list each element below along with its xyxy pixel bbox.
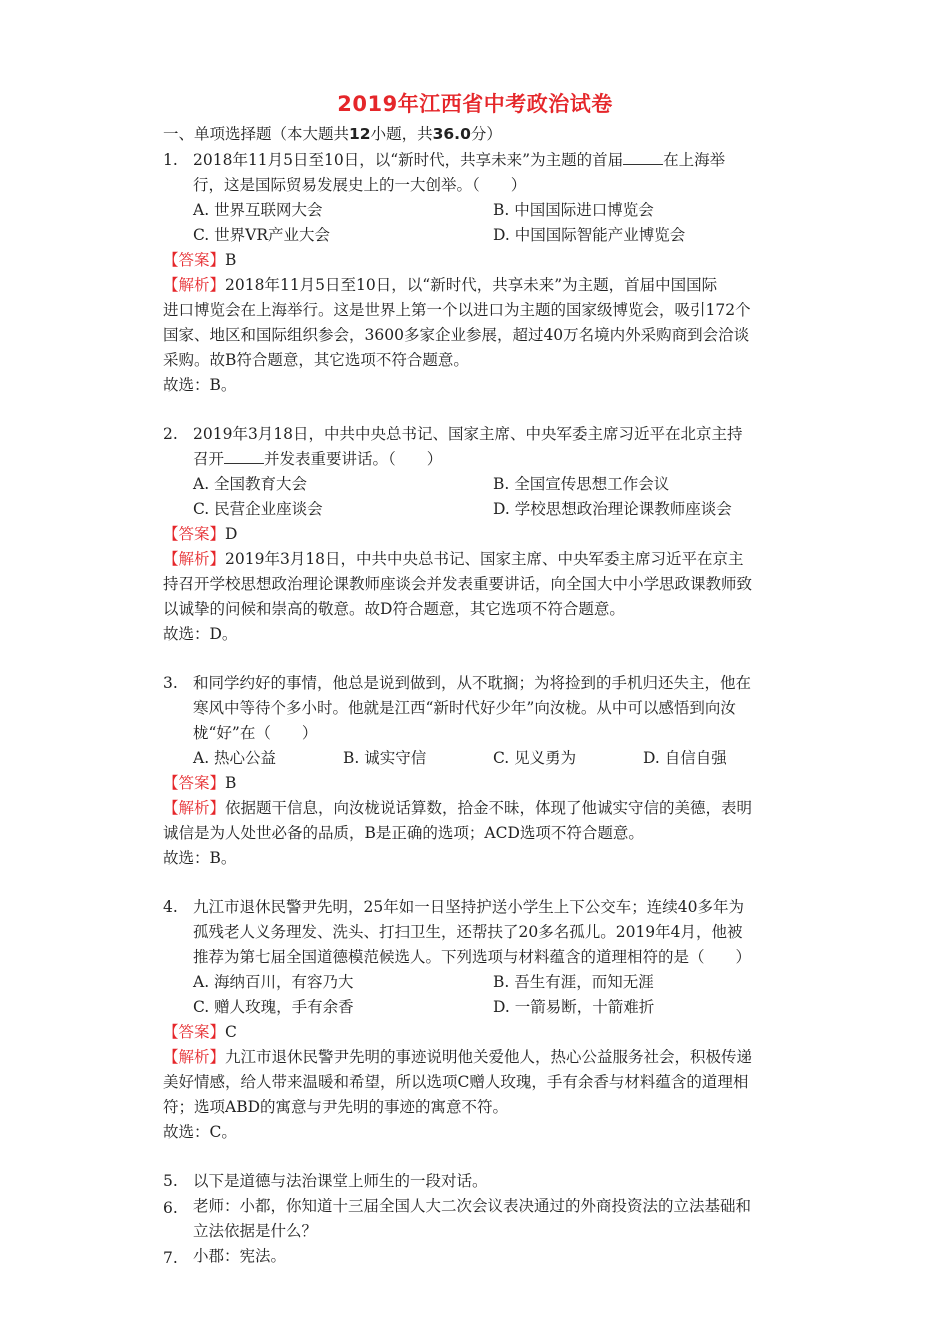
option-a: A. 全国教育大会	[193, 475, 308, 493]
option-c: C. 民营企业座谈会	[193, 500, 323, 518]
choose-line: 故选：B。	[163, 849, 237, 867]
question-number: 1.	[163, 151, 178, 169]
answer-line	[163, 248, 236, 272]
question-stem-line: 立法依据是什么？	[193, 1222, 318, 1240]
analysis-tag: 【解析】	[163, 799, 226, 817]
analysis-text: 九江市退休民警尹先明的事迹说明他关爱他人，热心公益服务社会，积极传递	[225, 1048, 753, 1066]
answer-value: C	[225, 1023, 237, 1041]
option-b: B. 中国国际进口博览会	[493, 201, 654, 219]
stem-text: 召开	[193, 450, 225, 468]
question-stem-line: 栊“好”在（ ）	[193, 724, 318, 742]
analysis-line: 进口博览会在上海举行。这是世界上第一个以进口为主题的国家级博览会，吸引172个	[163, 301, 751, 319]
question-stem-line: 寒风中等待个多小时。他就是江西“新时代好少年”向汝栊。从中可以感悟到向汝	[193, 699, 736, 717]
answer-tag: 【答案】	[163, 774, 226, 792]
option-d: D. 一箭易断，十箭难折	[493, 998, 655, 1016]
section-score: 36.0	[432, 125, 471, 143]
question-number: 5.	[163, 1172, 178, 1190]
question-stem-line: 孤残老人义务理发、洗头、打扫卫生，还帮扶了20多名孤儿。2019年4月，他被	[193, 923, 743, 941]
analysis-line: 美好情感，给人带来温暖和希望，所以选项C赠人玫瑰，手有余香与材料蕴含的道理相	[163, 1073, 749, 1091]
analysis-line: 符；选项ABD的寓意与尹先明的事迹的寓意不符。	[163, 1098, 509, 1116]
analysis-line: 以诚挚的问候和崇高的敬意。故D符合题意，其它选项不符合题意。	[163, 600, 625, 618]
answer-tag: 【答案】	[163, 1023, 226, 1041]
analysis-line: 国家、地区和国际组织参会，3600多家企业参展，超过40万名境内外采购商到会洽谈	[163, 326, 750, 344]
analysis-text: 2019年3月18日，中共中央总书记、国家主席、中央军委主席习近平在京主	[225, 550, 744, 568]
analysis-tag: 【解析】	[163, 276, 226, 294]
option-c: C. 赠人玫瑰，手有余香	[193, 998, 354, 1016]
fill-blank	[224, 449, 264, 464]
section-text-b: 小题，共	[370, 125, 433, 143]
question-number: 4.	[163, 898, 178, 916]
question-stem-line: 以下是道德与法治课堂上师生的一段对话。	[193, 1172, 488, 1190]
option-c: C. 世界VR产业大会	[193, 226, 331, 244]
page-title: 2019年江西省中考政治试卷	[337, 92, 613, 116]
question-number: 2.	[163, 425, 178, 443]
choose-line: 故选：D。	[163, 625, 238, 643]
option-d: D. 自信自强	[643, 749, 727, 767]
option-b: B. 全国宣传思想工作会议	[493, 475, 670, 493]
analysis-line	[163, 796, 752, 820]
analysis-line	[163, 547, 744, 571]
analysis-text: 2018年11月5日至10日，以“新时代，共享未来”为主题，首届中国国际	[225, 276, 718, 294]
option-a: A. 海纳百川，有容乃大	[193, 973, 354, 991]
option-a: A. 热心公益	[193, 749, 277, 767]
question-stem-line	[193, 148, 725, 172]
stem-text: 在上海举	[663, 151, 726, 169]
stem-text: 2018年11月5日至10日，以“新时代，共享未来”为主题的首届	[193, 151, 624, 169]
analysis-line	[163, 1045, 752, 1069]
option-c: C. 见义勇为	[493, 749, 577, 767]
answer-line	[163, 1020, 237, 1044]
analysis-line: 采购。故B符合题意，其它选项不符合题意。	[163, 351, 469, 369]
section-text-a: 一、单项选择题（本大题共	[163, 125, 350, 143]
option-b: B. 诚实守信	[343, 749, 427, 767]
answer-value: B	[225, 251, 237, 269]
answer-value: D	[225, 525, 238, 543]
fill-blank	[623, 150, 663, 165]
option-a: A. 世界互联网大会	[193, 201, 323, 219]
question-stem-line: 小郡：宪法。	[193, 1247, 287, 1265]
question-stem-line: 推荐为第七届全国道德模范候选人。下列选项与材料蕴含的道理相符的是（ ）	[193, 948, 752, 966]
question-stem-line: 2019年3月18日，中共中央总书记、国家主席、中央军委主席习近平在北京主持	[193, 425, 743, 443]
answer-value: B	[225, 774, 237, 792]
analysis-line	[163, 273, 717, 297]
answer-line	[163, 522, 237, 546]
analysis-line: 持召开学校思想政治理论课教师座谈会并发表重要讲话，向全国大中小学思政课教师致	[163, 575, 753, 593]
answer-tag: 【答案】	[163, 251, 226, 269]
stem-text: 并发表重要讲话。（ ）	[264, 450, 443, 468]
question-stem-line: 和同学约好的事情，他总是说到做到，从不耽搁；为将捡到的手机归还失主，他在	[193, 674, 752, 692]
option-d: D. 学校思想政治理论课教师座谈会	[493, 500, 732, 518]
question-stem-line	[193, 447, 442, 471]
analysis-tag: 【解析】	[163, 550, 226, 568]
question-stem-line: 行，这是国际贸易发展史上的一大创举。（ ）	[193, 176, 527, 194]
section-count: 12	[349, 125, 371, 143]
question-number: 6.	[163, 1199, 178, 1217]
option-b: B. 吾生有涯，而知无涯	[493, 973, 654, 991]
section-text-c: 分）	[470, 125, 502, 143]
question-number: 7.	[163, 1249, 178, 1267]
question-number: 3.	[163, 674, 178, 692]
choose-line: 故选：C。	[163, 1123, 237, 1141]
choose-line: 故选：B。	[163, 376, 237, 394]
question-stem-line: 老师：小都，你知道十三届全国人大二次会议表决通过的外商投资法的立法基础和	[193, 1197, 752, 1215]
analysis-text: 依据题干信息，向汝栊说话算数，拾金不昧，体现了他诚实守信的美德，表明	[225, 799, 753, 817]
option-d: D. 中国国际智能产业博览会	[493, 226, 686, 244]
answer-line	[163, 771, 236, 795]
question-stem-line: 九江市退休民警尹先明，25年如一日坚持护送小学生上下公交车；连续40多年为	[193, 898, 744, 916]
answer-tag: 【答案】	[163, 525, 226, 543]
analysis-tag: 【解析】	[163, 1048, 226, 1066]
section-heading	[163, 122, 502, 144]
analysis-line: 诚信是为人处世必备的品质，B是正确的选项；ACD选项不符合题意。	[163, 824, 644, 842]
